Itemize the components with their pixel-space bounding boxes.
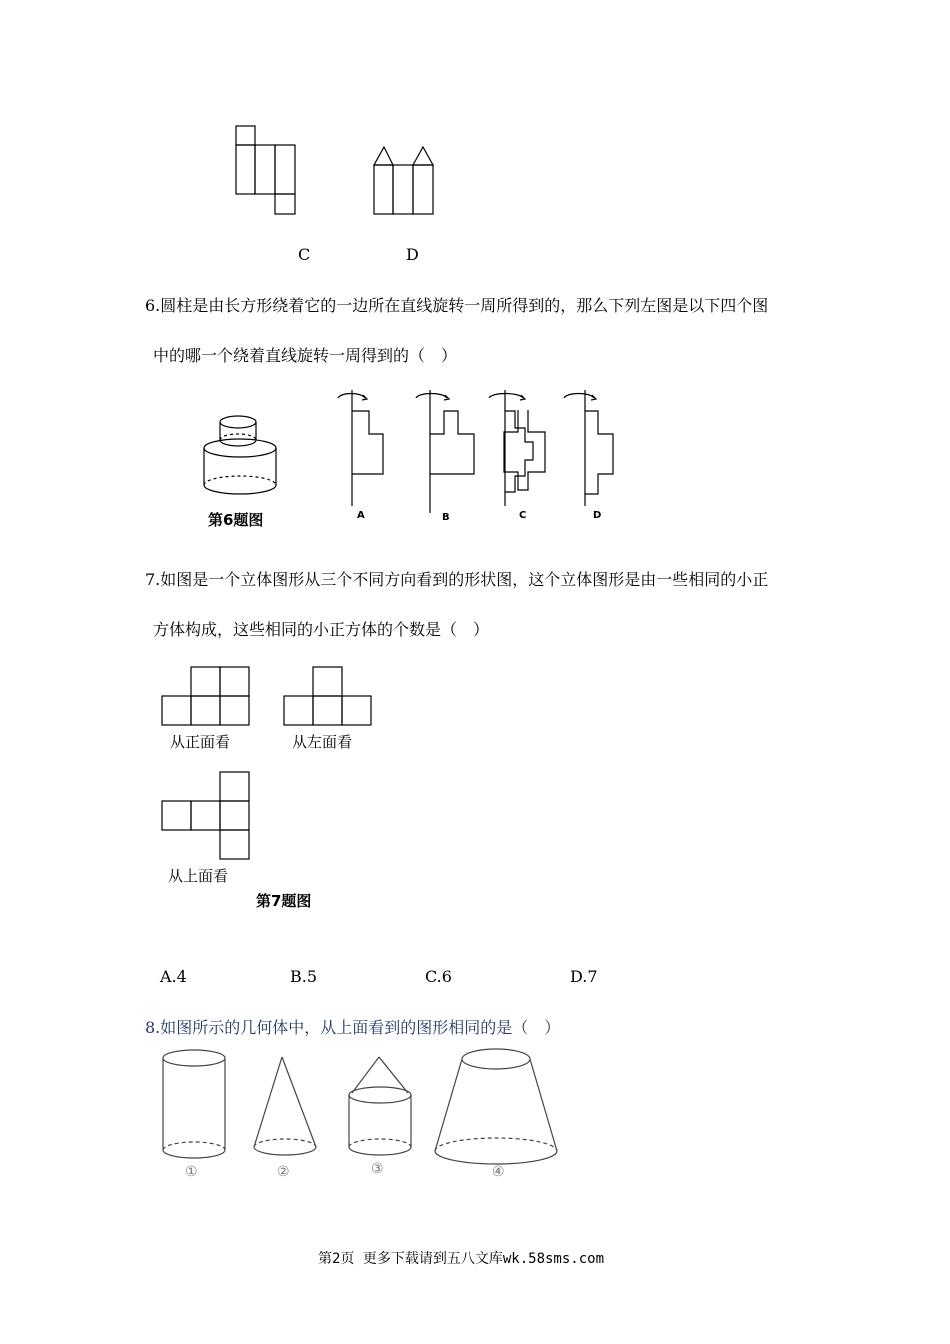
q7-question-line1: 7.如图是一个立体图形从三个不同方向看到的形状图，这个立体图形是由一些相同的小正	[145, 570, 769, 589]
q5-option-d-label: D	[406, 245, 419, 264]
q6-option-a-label: A	[357, 510, 365, 521]
q8-solid-cone	[250, 1055, 322, 1165]
q7-front-view-label: 从正面看	[170, 733, 231, 751]
q7-top-view-label: 从上面看	[168, 867, 229, 885]
q7-question-line2: 方体构成，这些相同的小正方体的个数是（ ）	[153, 620, 490, 639]
q5-option-c-label: C	[298, 245, 311, 264]
q7-left-view	[282, 665, 374, 727]
q6-option-a-shape	[333, 388, 393, 513]
q7-top-view	[161, 770, 253, 862]
q6-option-b-shape	[411, 388, 481, 513]
q8-question-line1: 8.如图所示的几何体中，从上面看到的图形相同的是（ ）	[145, 1018, 561, 1037]
q7-left-view-label: 从左面看	[292, 733, 353, 751]
q6-option-d-label: D	[593, 510, 602, 521]
q6-option-c-label: C	[519, 510, 527, 521]
q8-solid-frustum	[432, 1045, 562, 1170]
q6-figure-caption: 第6题图	[208, 511, 264, 529]
q6-stacked-cylinder	[195, 410, 290, 505]
q5-option-d-net	[368, 140, 443, 220]
q6-option-c-outline	[500, 410, 560, 500]
q6-option-b-label: B	[442, 512, 450, 523]
q7-option-b[interactable]: B.5	[290, 967, 318, 986]
q7-option-c[interactable]: C.6	[425, 967, 452, 986]
q7-option-a[interactable]: A.4	[160, 967, 187, 986]
q8-solid-cylinder	[160, 1048, 232, 1166]
q7-figure-caption: 第7题图	[256, 892, 312, 910]
q8-solid-label-2: ②	[277, 1164, 290, 1180]
q5-option-c-net	[230, 120, 305, 220]
page-footer: 第2页 更多下载请到五八文库wk.58sms.com	[318, 1251, 605, 1267]
q7-front-view	[160, 665, 252, 727]
q8-solid-label-4: ④	[492, 1164, 505, 1180]
q8-solid-cone-on-cylinder	[345, 1055, 417, 1165]
q8-solid-label-1: ①	[185, 1164, 198, 1180]
q6-question-line2: 中的哪一个绕着直线旋转一周得到的（ ）	[153, 346, 458, 365]
q7-option-d[interactable]: D.7	[570, 967, 598, 986]
q8-solid-label-3: ③	[371, 1161, 384, 1177]
q6-option-d-shape	[560, 388, 630, 513]
q6-question-line1: 6.圆柱是由长方形绕着它的一边所在直线旋转一周所得到的，那么下列左图是以下四个图	[145, 296, 769, 315]
